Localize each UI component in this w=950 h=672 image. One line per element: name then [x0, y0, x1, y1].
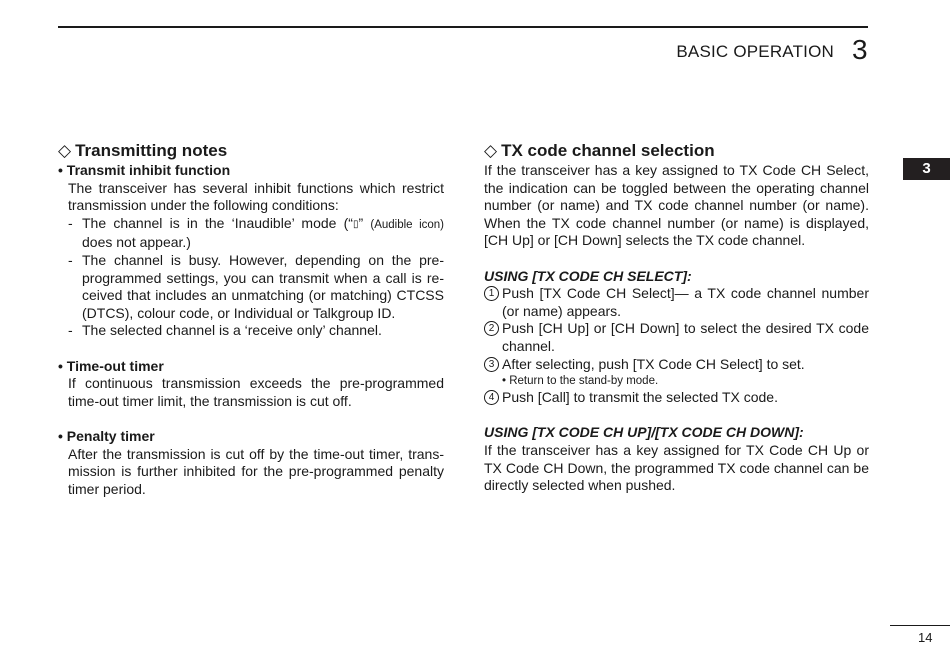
inhibit-intro: The transceiver has several inhibit functions which restrict transmission under the following conditions:: [68, 179, 444, 214]
step-item: 2 Push [CH Up] or [CH Down] to select the desired TX code channel.: [484, 320, 869, 355]
right-column: [484, 140, 869, 495]
list-item: - The channel is busy. However, depending on the pre-programmed settings, you can transmit when a call is re-ceived that includes an unmatching (or matching) CTCSS (DTCS), colour code, or Individual or Talkgroup ID.: [68, 251, 444, 321]
step-item: 4 Push [Call] to transmit the selected TX code.: [484, 389, 869, 407]
step-number-icon: 4: [484, 390, 499, 405]
list-item: - The selected channel is a ‘receive only’ channel.: [68, 322, 382, 339]
heading-transmitting-notes: ◇ Transmitting notes: [58, 141, 228, 160]
page-number: 14: [918, 630, 933, 645]
using-updown-text: If the transceiver has a key assigned for TX Code CH Up or TX Code CH Down, the programmed TX code channel can be directly selected when pushed.: [484, 441, 869, 494]
footer-rule: [890, 625, 950, 626]
using-updown-title: USING [TX CODE CH UP]/[TX CODE CH DOWN]:: [484, 424, 804, 441]
section-number: 3: [852, 34, 868, 65]
inhibit-title: • Transmit inhibit function: [58, 162, 231, 178]
step-number-icon: 1: [484, 286, 499, 301]
section-title: BASIC OPERATION: [676, 42, 834, 61]
heading-tx-code-channel: ◇ TX code channel selection: [484, 141, 715, 160]
penalty-title: • Penalty timer: [58, 427, 155, 444]
diamond-icon: ◇: [484, 141, 498, 160]
header-rule: [58, 26, 868, 28]
step-item: 3 After selecting, push [TX Code CH Select] to set.: [484, 356, 869, 374]
audible-icon: ▯: [352, 218, 359, 230]
tx-code-intro: If the transceiver has a key assigned to TX Code CH Select, the indication can be toggled between the operating channel number (or name) and TX code channel number (or name). When the TX code channel number (or name) is displayed, [CH Up] or [CH Down] selects the TX code channel.: [484, 162, 869, 249]
step-number-icon: 2: [484, 321, 499, 336]
chapter-tab: 3: [903, 158, 950, 180]
timeout-text: If continuous transmission exceeds the pre-programmed time-out timer limit, the transmission is cut off.: [68, 375, 444, 409]
left-column: [58, 140, 444, 498]
diamond-icon: ◇: [58, 141, 72, 160]
penalty-text: After the transmission is cut off by the time-out timer, trans-mission is further inhibited for the pre-programmed penalty timer period.: [68, 445, 444, 497]
timeout-title: • Time-out timer: [58, 357, 164, 374]
step-item: 1 Push [TX Code CH Select]— a TX code channel number (or name) appears.: [484, 285, 869, 320]
list-item: - The channel is in the ‘Inaudible’ mode (“▯” (Audible icon) does not appear.): [68, 214, 444, 251]
using-select-title: USING [TX CODE CH SELECT]:: [484, 267, 692, 284]
step-note: • Return to the stand-by mode.: [502, 375, 659, 388]
step-number-icon: 3: [484, 357, 499, 372]
